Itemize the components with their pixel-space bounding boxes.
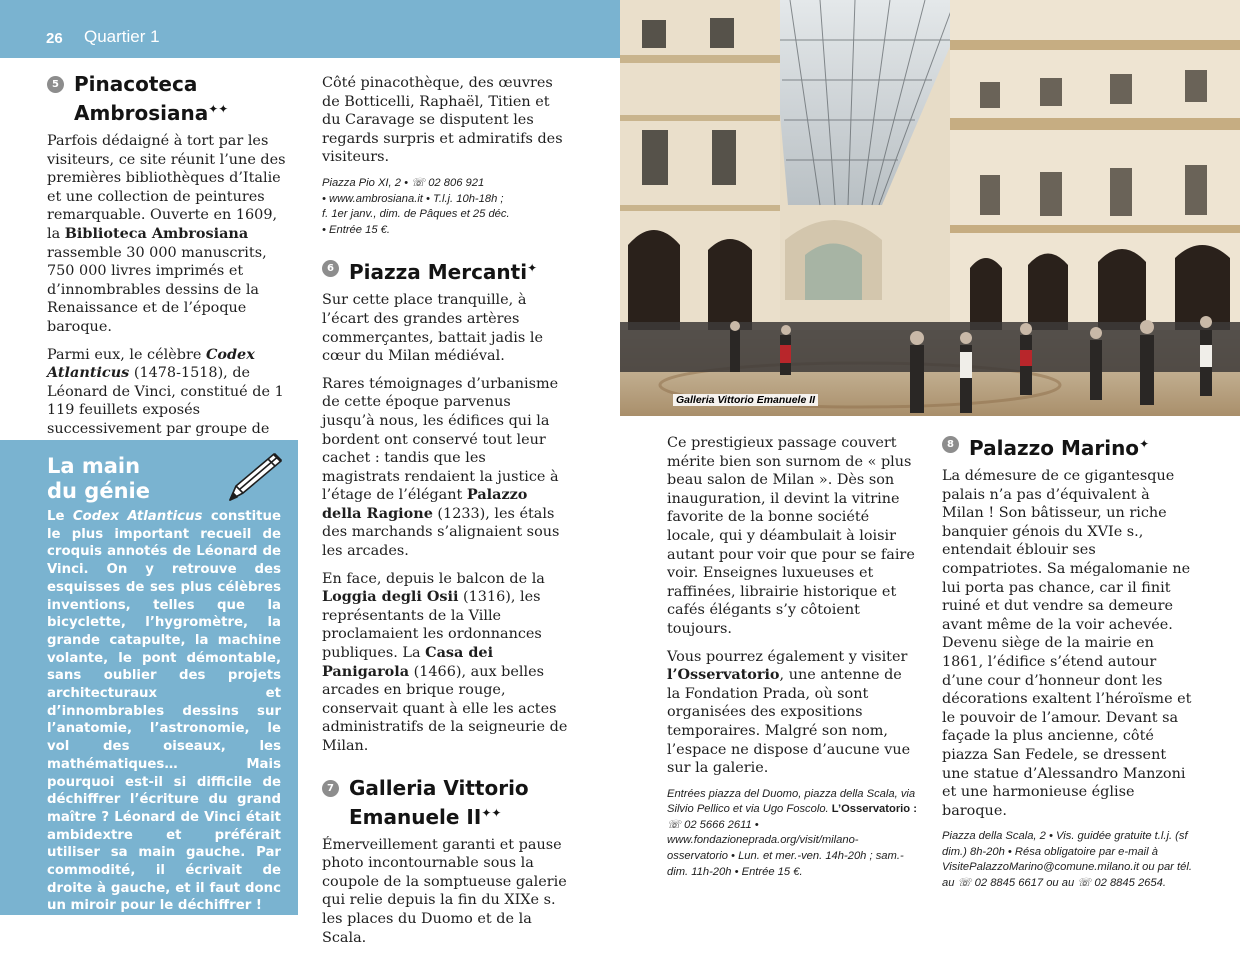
practical-info: Entrées piazza del Duomo, piazza della Scala, via Silvio Pellico et via Ugo Foscolo. L’Osservatorio : ☏ 02 5666 2611 • www.fondazioneprada.org/visit/milano-osservatorio • Lun. et mer.-ven. 14h-20h ; sam.-dim. 11h-20h • Entrée 15 €. — [667, 787, 917, 878]
heading-palazzo-marino — [942, 432, 1194, 461]
paragraph: La démesure de ce gigantesque palais n’a pas d’équivalent à Milan ! Son bâtisseur, un riche banquier génois du XVIe s., entendait éblouir ses compatriotes. Sa mégalomanie ne lui porta pas chance, car il finit ruiné et dut vendre sa demeure avant même de la voir achevée. Devenu siège de la mairie en 1861, l’édifice s’étend autour d’une cour d’honneur dont les décorations exaltent l’héroïsme et le pouvoir de l’amour. Devant sa façade la plus ancienne, côté piazza San Fedele, se dressent une statue d’Alessandro Manzoni et une harmonieuse église baroque. — [942, 468, 1192, 819]
rating-stars: ✦ — [1139, 437, 1150, 451]
number-badge: 5 — [47, 76, 64, 93]
heading-line2: Ambrosiana — [74, 101, 209, 125]
sidebar-text: Le Codex Atlanticus constitue le plus important recueil de croquis annotés de Léonard de Vinci. On y retrouve des esquisses de ses plus célèbres inventions, telles que la bicyclette, l’hygromètre, la grande catapulte, la machine volante, le pont démontable, sans oublier des projets architecturaux et d’innombrables dessins sur l’anatomie, l’astronomie, le vol des oiseaux, les mathématiques… Mais pourquoi est-il si difficile de déchiffrer l’écriture du grand maître ? Léonard de Vinci était ambidextre et préférait utiliser sa main gauche. Par commodité, il écrivait de droite à gauche, et il faut donc un miroir pour le déchiffrer ! — [47, 509, 281, 914]
paragraph: Rares témoignages d’urbanisme de cette époque parvenus jusqu’à nous, les édifices qui la bordent ont conservé tout leur cachet : tandis que les magistrats rendaient la justice à l’étage de l’élégant Palazzo della Ragione (1233), les étals des marchands s’alignaient sous les arcades. — [322, 375, 560, 560]
bold-italic-term: Codex Atlanticus — [47, 345, 255, 382]
practical-info: Piazza Pio XI, 2 • ☏ 02 806 921 • www.ambrosiana.it • T.l.j. 10h-18h ; f. 1er janv., dim. de Pâques et 25 déc. • Entrée 15 €. — [322, 176, 510, 236]
page-number: 26 — [46, 30, 63, 47]
paragraph: Parmi eux, le célèbre Codex Atlanticus (1478-1518), de Léonard de Vinci, constitué de 1 119 feuillets exposés successivement par groupe de — [47, 345, 284, 437]
paragraph: Ce prestigieux passage couvert mérite bien son surnom de « plus beau salon de Milan ». Dès son inauguration, il devint la vitrine favorite de la bonne société locale, qui y déambulait à loisir autant pour voir que pour se faire voir. Enseignes luxueuses et raffinées, librairie historique et cafés élégants s’y côtoient toujours. — [667, 435, 915, 637]
sidebar-box — [0, 440, 298, 915]
heading-text: Piazza Mercanti — [349, 260, 528, 285]
paragraph: Sur cette place tranquille, à l’écart des grandes artères commerçantes, battait jadis le cœur du Milan médiéval. — [322, 292, 543, 365]
column-3 — [667, 434, 917, 892]
paragraph: En face, depuis le balcon de la Loggia degli Osii (1316), les représentants de la Ville proclamaient les ordonnances publiques. La Casa dei Panigarola (1466), aux belles arcades en brique rouge, conservait quant à elle les actes administratifs de la seigneurie de Milan. — [322, 570, 568, 754]
paragraph: Parfois dédaigné à tort par les visiteurs, ce site réunit l’une des premières bibliothèques d’Italie et une collection de peintures remarquable. Ouverte en 1609, la Biblioteca Ambrosiana rassemble 30 000 manuscrits, 750 000 livres imprimés et d’innombrables dessins de la Renaissance et de l’époque baroque. — [47, 133, 286, 335]
section-title: Quartier 1 — [84, 27, 160, 46]
sidebar-title: La main du génie — [47, 454, 150, 503]
practical-info: Piazza della Scala, 2 • Vis. guidée gratuite t.l.j. (sf dim.) 8h-20h • Résa obligatoire par e-mail à VisitePalazzoMarino@comune.milano.it ou par tél. au ☏ 02 8845 6617 ou au ☏ 02 8845 2654. — [942, 830, 1192, 890]
column-1 — [47, 72, 287, 466]
rating-stars: ✦✦ — [208, 102, 229, 116]
photo-caption: Galleria Vittorio Emanuele II — [673, 394, 818, 406]
bold-term: Biblioteca Ambrosiana — [64, 224, 249, 242]
galleria-photo — [620, 0, 1240, 416]
number-badge: 7 — [322, 780, 339, 797]
heading-piazza-mercanti — [322, 256, 568, 285]
heading-pinacoteca — [47, 72, 287, 126]
column-2 — [322, 74, 568, 956]
paragraph: Émerveillement garanti et pause photo incontournable sous la coupole de la somptueuse galerie qui relie depuis la fin du XIXe s. les places du Duomo et de la Scala. — [322, 836, 567, 946]
pencil-icon — [224, 448, 286, 506]
heading-line1: Pinacoteca — [74, 72, 198, 96]
heading-text: Palazzo Marino — [969, 436, 1140, 460]
rating-stars: ✦✦ — [481, 805, 502, 820]
number-badge: 8 — [942, 436, 959, 453]
paragraph: Côté pinacothèque, des œuvres de Botticelli, Raphaël, Titien et du Caravage se disputent les regards surpris et admiratifs des visiteurs. — [322, 75, 563, 166]
paragraph: Vous pourrez également y visiter l’Osservatorio, une antenne de la Fondation Prada, où sont organisées des expositions temporaires. Malgré son nom, l’espace ne dispose d’aucune vue sur la galerie. — [667, 648, 911, 777]
rating-stars: ✦ — [527, 261, 538, 276]
column-4 — [942, 432, 1194, 904]
number-badge: 6 — [322, 260, 339, 277]
heading-galleria: 7 Galleria Vittorio Emanuele II✦✦ — [322, 776, 568, 830]
